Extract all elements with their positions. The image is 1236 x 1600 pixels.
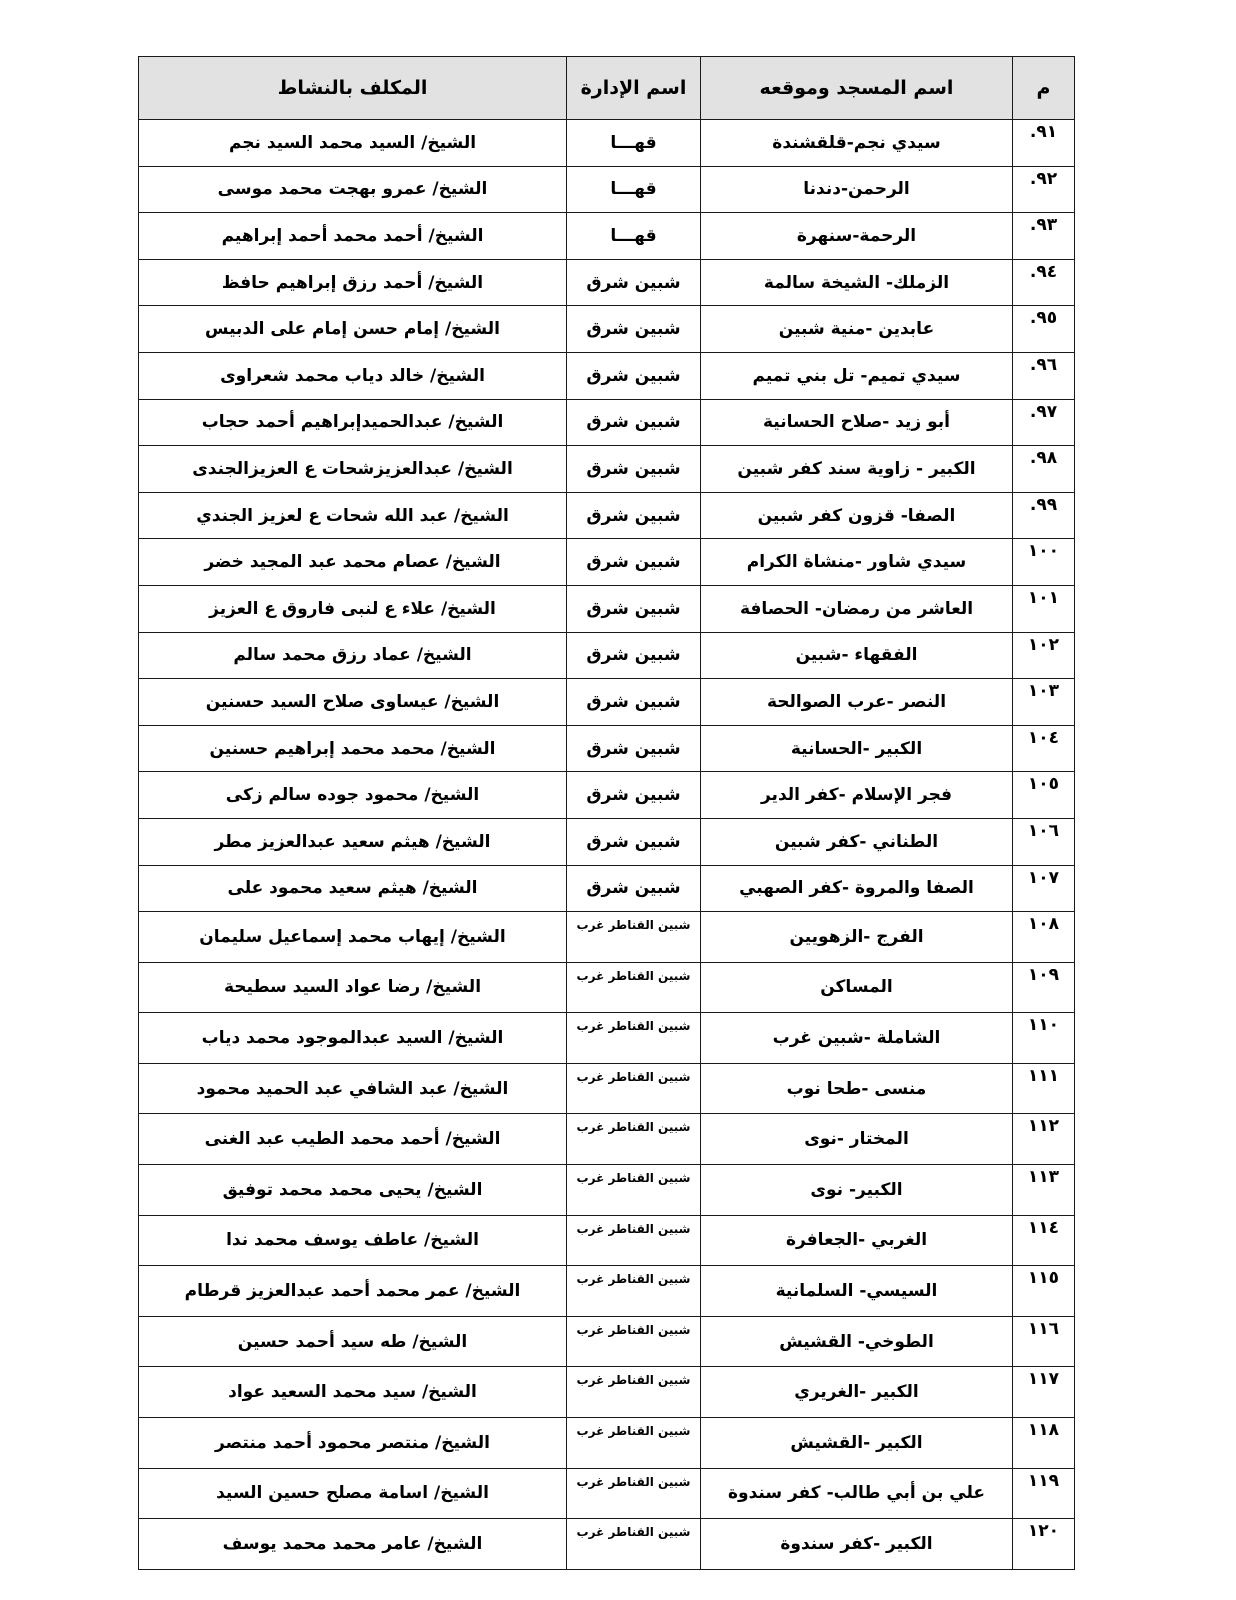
mosque-name-cell: علي بن أبي طالب- كفر سندوة <box>701 1468 1013 1519</box>
row-number: ١١٠ <box>1013 1013 1075 1064</box>
row-number: ١٠٥ <box>1013 772 1075 819</box>
mosque-name-cell: المساكن <box>701 962 1013 1013</box>
row-number: ١٠٠ <box>1013 539 1075 586</box>
administration-cell: قهـــا <box>567 120 701 167</box>
mosque-name-cell: الغربي -الجعافرة <box>701 1215 1013 1266</box>
row-number: ١٠٧ <box>1013 865 1075 912</box>
assigned-person-cell: الشيخ/ منتصر محمود أحمد منتصر <box>139 1418 567 1469</box>
administration-cell: شبين القناطر غرب <box>567 912 701 963</box>
table-row <box>139 1519 1075 1570</box>
table-row <box>139 679 1075 726</box>
administration-cell: شبين القناطر غرب <box>567 1063 701 1114</box>
mosque-name-cell: الرحمن-دندنا <box>701 166 1013 213</box>
row-number: ٩٧. <box>1013 399 1075 446</box>
mosque-name-cell: النصر -عرب الصوالحة <box>701 679 1013 726</box>
administration-cell: شبين القناطر غرب <box>567 962 701 1013</box>
assigned-person-cell: الشيخ/ سيد محمد السعيد عواد <box>139 1367 567 1418</box>
table-row <box>139 1367 1075 1418</box>
assigned-person-cell: الشيخ/ عبد الشافي عبد الحميد محمود <box>139 1063 567 1114</box>
row-number: ١١٣ <box>1013 1165 1075 1216</box>
header-num: م <box>1013 57 1075 120</box>
row-number: ١٠٨ <box>1013 912 1075 963</box>
mosque-name-cell: الطوخي- القشيش <box>701 1316 1013 1367</box>
administration-cell: شبين شرق <box>567 259 701 306</box>
row-number: ١٠٩ <box>1013 962 1075 1013</box>
table-row <box>139 213 1075 260</box>
assigned-person-cell: الشيخ/ يحيى محمد محمد توفيق <box>139 1165 567 1216</box>
assigned-person-cell: الشيخ/ عبدالعزيزشحات ع العزيزالجندى <box>139 446 567 493</box>
administration-cell: شبين القناطر غرب <box>567 1266 701 1317</box>
administration-cell: قهـــا <box>567 166 701 213</box>
assigned-person-cell: الشيخ/ طه سيد أحمد حسين <box>139 1316 567 1367</box>
table-header <box>139 57 1075 120</box>
table-row <box>139 1013 1075 1064</box>
assigned-person-cell: الشيخ/ عصام محمد عبد المجيد خضر <box>139 539 567 586</box>
table-row <box>139 1418 1075 1469</box>
table-row <box>139 962 1075 1013</box>
assigned-person-cell: الشيخ/ اسامة مصلح حسين السيد <box>139 1468 567 1519</box>
administration-cell: شبين شرق <box>567 818 701 865</box>
table-row <box>139 492 1075 539</box>
mosque-name-cell: سيدي نجم-قلقشندة <box>701 120 1013 167</box>
mosque-name-cell: الكبير -القشيش <box>701 1418 1013 1469</box>
administration-cell: شبين شرق <box>567 352 701 399</box>
administration-cell: شبين شرق <box>567 772 701 819</box>
row-number: ١٢٠ <box>1013 1519 1075 1570</box>
mosque-name-cell: الطناني -كفر شبين <box>701 818 1013 865</box>
administration-cell: شبين القناطر غرب <box>567 1013 701 1064</box>
row-number: ٩٩. <box>1013 492 1075 539</box>
row-number: ١١٩ <box>1013 1468 1075 1519</box>
mosque-name-cell: سيدي تميم- تل بني تميم <box>701 352 1013 399</box>
mosque-name-cell: عابدين -منية شبين <box>701 306 1013 353</box>
table-row <box>139 725 1075 772</box>
mosque-name-cell: الكبير -الحسانية <box>701 725 1013 772</box>
mosque-name-cell: الكبير -الغريري <box>701 1367 1013 1418</box>
table-row <box>139 259 1075 306</box>
mosque-assignments-table <box>138 56 1075 1570</box>
administration-cell: شبين شرق <box>567 585 701 632</box>
administration-cell: شبين القناطر غرب <box>567 1165 701 1216</box>
table-row <box>139 912 1075 963</box>
row-number: ٩٦. <box>1013 352 1075 399</box>
administration-cell: شبين شرق <box>567 306 701 353</box>
mosque-name-cell: سيدي شاور -منشاة الكرام <box>701 539 1013 586</box>
table-row <box>139 1266 1075 1317</box>
row-number: ٩٤. <box>1013 259 1075 306</box>
assigned-person-cell: الشيخ/ محمد محمد إبراهيم حسنين <box>139 725 567 772</box>
table-row <box>139 865 1075 912</box>
assigned-person-cell: الشيخ/ عبدالحميدإبراهيم أحمد حجاب <box>139 399 567 446</box>
table-row <box>139 399 1075 446</box>
administration-cell: شبين شرق <box>567 492 701 539</box>
mosque-name-cell: الكبير - زاوية سند كفر شبين <box>701 446 1013 493</box>
row-number: ٩١. <box>1013 120 1075 167</box>
administration-cell: شبين شرق <box>567 539 701 586</box>
mosque-name-cell: الشاملة -شبين غرب <box>701 1013 1013 1064</box>
administration-cell: شبين القناطر غرب <box>567 1519 701 1570</box>
row-number: ٩٣. <box>1013 213 1075 260</box>
assigned-person-cell: الشيخ/ إيهاب محمد إسماعيل سليمان <box>139 912 567 963</box>
administration-cell: شبين القناطر غرب <box>567 1316 701 1367</box>
administration-cell: شبين شرق <box>567 632 701 679</box>
row-number: ١١٥ <box>1013 1266 1075 1317</box>
mosque-name-cell: منسى -طحا نوب <box>701 1063 1013 1114</box>
table-row <box>139 772 1075 819</box>
table-row <box>139 1316 1075 1367</box>
administration-cell: قهـــا <box>567 213 701 260</box>
administration-cell: شبين القناطر غرب <box>567 1367 701 1418</box>
mosque-name-cell: العاشر من رمضان- الحصافة <box>701 585 1013 632</box>
mosque-name-cell: الفرج -الزهويين <box>701 912 1013 963</box>
mosque-name-cell: الصفا والمروة -كفر الصهبي <box>701 865 1013 912</box>
administration-cell: شبين شرق <box>567 446 701 493</box>
mosque-name-cell: الكبير -كفر سندوة <box>701 1519 1013 1570</box>
row-number: ١٠٣ <box>1013 679 1075 726</box>
administration-cell: شبين شرق <box>567 725 701 772</box>
row-number: ١٠٦ <box>1013 818 1075 865</box>
assigned-person-cell: الشيخ/ عماد رزق محمد سالم <box>139 632 567 679</box>
row-number: ٩٢. <box>1013 166 1075 213</box>
table-row <box>139 306 1075 353</box>
row-number: ١٠٤ <box>1013 725 1075 772</box>
assigned-person-cell: الشيخ/ رضا عواد السيد سطيحة <box>139 962 567 1013</box>
row-number: ١١٦ <box>1013 1316 1075 1367</box>
assigned-person-cell: الشيخ/ عامر محمد محمد يوسف <box>139 1519 567 1570</box>
row-number: ١١١ <box>1013 1063 1075 1114</box>
table-row <box>139 1114 1075 1165</box>
assigned-person-cell: الشيخ/ عبد الله شحات ع لعزيز الجندي <box>139 492 567 539</box>
assigned-person-cell: الشيخ/ عمر محمد أحمد عبدالعزيز قرطام <box>139 1266 567 1317</box>
mosque-name-cell: فجر الإسلام -كفر الدير <box>701 772 1013 819</box>
administration-cell: شبين القناطر غرب <box>567 1418 701 1469</box>
administration-cell: شبين شرق <box>567 399 701 446</box>
table-row <box>139 1165 1075 1216</box>
mosque-name-cell: أبو زيد -صلاح الحسانية <box>701 399 1013 446</box>
administration-cell: شبين القناطر غرب <box>567 1114 701 1165</box>
table-body <box>139 120 1075 1570</box>
row-number: ١٠١ <box>1013 585 1075 632</box>
header-row <box>139 57 1075 120</box>
row-number: ١١٤ <box>1013 1215 1075 1266</box>
assigned-person-cell: الشيخ/ عمرو بهجت محمد موسى <box>139 166 567 213</box>
table-row <box>139 818 1075 865</box>
table-row <box>139 446 1075 493</box>
table-row <box>139 539 1075 586</box>
mosque-name-cell: الكبير- نوى <box>701 1165 1013 1216</box>
table-row <box>139 352 1075 399</box>
administration-cell: شبين شرق <box>567 679 701 726</box>
row-number: ٩٥. <box>1013 306 1075 353</box>
table-row <box>139 120 1075 167</box>
assigned-person-cell: الشيخ/ عيساوى صلاح السيد حسنين <box>139 679 567 726</box>
header-person: المكلف بالنشاط <box>139 57 567 120</box>
table-row <box>139 166 1075 213</box>
header-admin: اسم الإدارة <box>567 57 701 120</box>
assigned-person-cell: الشيخ/ هيثم سعيد عبدالعزيز مطر <box>139 818 567 865</box>
assigned-person-cell: الشيخ/ أحمد رزق إبراهيم حافظ <box>139 259 567 306</box>
row-number: ١١٨ <box>1013 1418 1075 1469</box>
mosque-name-cell: الزملك- الشيخة سالمة <box>701 259 1013 306</box>
mosque-name-cell: السيسي- السلمانية <box>701 1266 1013 1317</box>
table-row <box>139 1063 1075 1114</box>
table-row <box>139 632 1075 679</box>
assigned-person-cell: الشيخ/ السيد عبدالموجود محمد دياب <box>139 1013 567 1064</box>
row-number: ١١٧ <box>1013 1367 1075 1418</box>
assigned-person-cell: الشيخ/ علاء ع لنبى فاروق ع العزيز <box>139 585 567 632</box>
header-mosque: اسم المسجد وموقعه <box>701 57 1013 120</box>
assigned-person-cell: الشيخ/ خالد دياب محمد شعراوى <box>139 352 567 399</box>
administration-cell: شبين القناطر غرب <box>567 1215 701 1266</box>
assigned-person-cell: الشيخ/ هيثم سعيد محمود على <box>139 865 567 912</box>
row-number: ١٠٢ <box>1013 632 1075 679</box>
row-number: ٩٨. <box>1013 446 1075 493</box>
assigned-person-cell: الشيخ/ محمود جوده سالم زكى <box>139 772 567 819</box>
assigned-person-cell: الشيخ/ عاطف يوسف محمد ندا <box>139 1215 567 1266</box>
row-number: ١١٢ <box>1013 1114 1075 1165</box>
table-row <box>139 585 1075 632</box>
assigned-person-cell: الشيخ/ إمام حسن إمام على الدبيس <box>139 306 567 353</box>
mosque-activities-document <box>138 56 1074 1570</box>
assigned-person-cell: الشيخ/ السيد محمد السيد نجم <box>139 120 567 167</box>
mosque-name-cell: المختار -نوى <box>701 1114 1013 1165</box>
table-row <box>139 1468 1075 1519</box>
assigned-person-cell: الشيخ/ أحمد محمد الطيب عبد الغنى <box>139 1114 567 1165</box>
mosque-name-cell: الرحمة-سنهرة <box>701 213 1013 260</box>
table-row <box>139 1215 1075 1266</box>
administration-cell: شبين القناطر غرب <box>567 1468 701 1519</box>
assigned-person-cell: الشيخ/ أحمد محمد أحمد إبراهيم <box>139 213 567 260</box>
administration-cell: شبين شرق <box>567 865 701 912</box>
mosque-name-cell: الصفا- قزون كفر شبين <box>701 492 1013 539</box>
mosque-name-cell: الفقهاء -شبين <box>701 632 1013 679</box>
